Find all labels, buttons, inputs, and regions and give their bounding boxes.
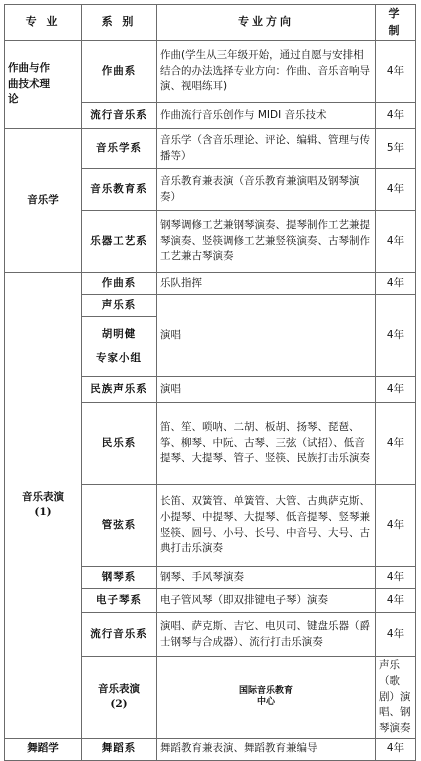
header-direction: 专业方向 <box>157 5 376 41</box>
department-cell: 电子琴系 <box>82 589 157 613</box>
direction-cell: 作曲流行音乐创作与 MIDI 音乐技术 <box>157 103 376 129</box>
department-cell: 音乐教育系 <box>82 169 157 211</box>
direction-cell: 音乐教育兼表演（音乐教育兼演唱及钢琴演奏） <box>157 169 376 211</box>
major-dance: 舞蹈学 <box>5 738 82 760</box>
years-cell: 4年 <box>376 589 416 613</box>
header-major: 专 业 <box>5 5 82 41</box>
direction-cell: 作曲(学生从三年级开始，通过自愿与安排相结合的办法选择专业方向：作曲、音乐音响导演、视唱练耳) <box>157 41 376 103</box>
direction-cell: 演唱 <box>157 295 376 377</box>
years-cell: 4年 <box>376 211 416 273</box>
years-cell: 4年 <box>376 273 416 295</box>
years-cell: 4年 <box>376 738 416 760</box>
years-cell: 5年 <box>376 129 416 169</box>
department-cell: 国际音乐教育 中心 <box>157 657 376 739</box>
years-cell: 4年 <box>376 377 416 403</box>
years-cell: 4年 <box>376 613 416 657</box>
department-cell: 民族声乐系 <box>82 377 157 403</box>
department-cell: 民乐系 <box>82 403 157 485</box>
table-row <box>5 41 416 103</box>
direction-cell: 声乐（歌剧）演唱、钢琴演奏 <box>376 657 416 739</box>
header-years: 学 制 <box>376 5 416 41</box>
major-composition: 作曲与作 曲技术理 论 <box>5 41 82 129</box>
direction-cell: 演唱、萨克斯、吉它、电贝司、键盘乐器（爵士钢琴与合成器）、流行打击乐演奏 <box>157 613 376 657</box>
years-cell: 4年 <box>376 403 416 485</box>
department-cell: 管弦系 <box>82 485 157 567</box>
department-cell: 胡明健 专家小组 <box>82 317 157 377</box>
direction-cell: 音乐学（含音乐理论、评论、编辑、管理与传播等） <box>157 129 376 169</box>
header-row <box>5 5 416 41</box>
direction-cell: 舞蹈教育兼表演、舞蹈教育兼编导 <box>157 738 376 760</box>
table-row <box>5 738 416 760</box>
years-cell: 4年 <box>376 485 416 567</box>
department-cell: 钢琴系 <box>82 567 157 589</box>
major-performance-2: 音乐表演 (2) <box>82 657 157 739</box>
department-cell: 声乐系 <box>82 295 157 317</box>
department-cell: 乐器工艺系 <box>82 211 157 273</box>
years-cell: 4年 <box>376 41 416 103</box>
department-cell: 作曲系 <box>82 273 157 295</box>
header-department: 系 别 <box>82 5 157 41</box>
department-cell: 舞蹈系 <box>82 738 157 760</box>
department-cell: 作曲系 <box>82 41 157 103</box>
years-cell: 4年 <box>376 295 416 377</box>
table-row <box>5 273 416 295</box>
major-performance-1: 音乐表演 (1) <box>5 273 82 739</box>
direction-cell: 笛、笙、唢呐、二胡、板胡、扬琴、琵琶、筝、柳琴、中阮、古琴、三弦（试招）、低音提琴、大提琴、管子、竖筷、民族打击乐演奏 <box>157 403 376 485</box>
years-cell: 4年 <box>376 103 416 129</box>
direction-cell: 乐队指挥 <box>157 273 376 295</box>
direction-cell: 钢琴调修工艺兼钢琴演奏、提琴制作工艺兼提琴演奏、竖筷调修工艺兼竖筷演奏、古琴制作工艺兼古琴演奏 <box>157 211 376 273</box>
department-cell: 流行音乐系 <box>82 103 157 129</box>
years-cell: 4年 <box>376 169 416 211</box>
major-table <box>4 4 416 761</box>
direction-cell: 演唱 <box>157 377 376 403</box>
table-row <box>5 129 416 169</box>
years-cell: 4年 <box>376 567 416 589</box>
direction-cell: 长笛、双簧管、单簧管、大管、古典萨克斯、小提琴、中提琴、大提琴、低音提琴、竖琴兼竖筷、圆号、小号、长号、中音号、大号、古典打击乐演奏 <box>157 485 376 567</box>
direction-cell: 钢琴、手风琴演奏 <box>157 567 376 589</box>
department-cell: 音乐学系 <box>82 129 157 169</box>
direction-cell: 电子管风琴（即双排键电子琴）演奏 <box>157 589 376 613</box>
department-cell: 流行音乐系 <box>82 613 157 657</box>
major-musicology: 音乐学 <box>5 129 82 273</box>
